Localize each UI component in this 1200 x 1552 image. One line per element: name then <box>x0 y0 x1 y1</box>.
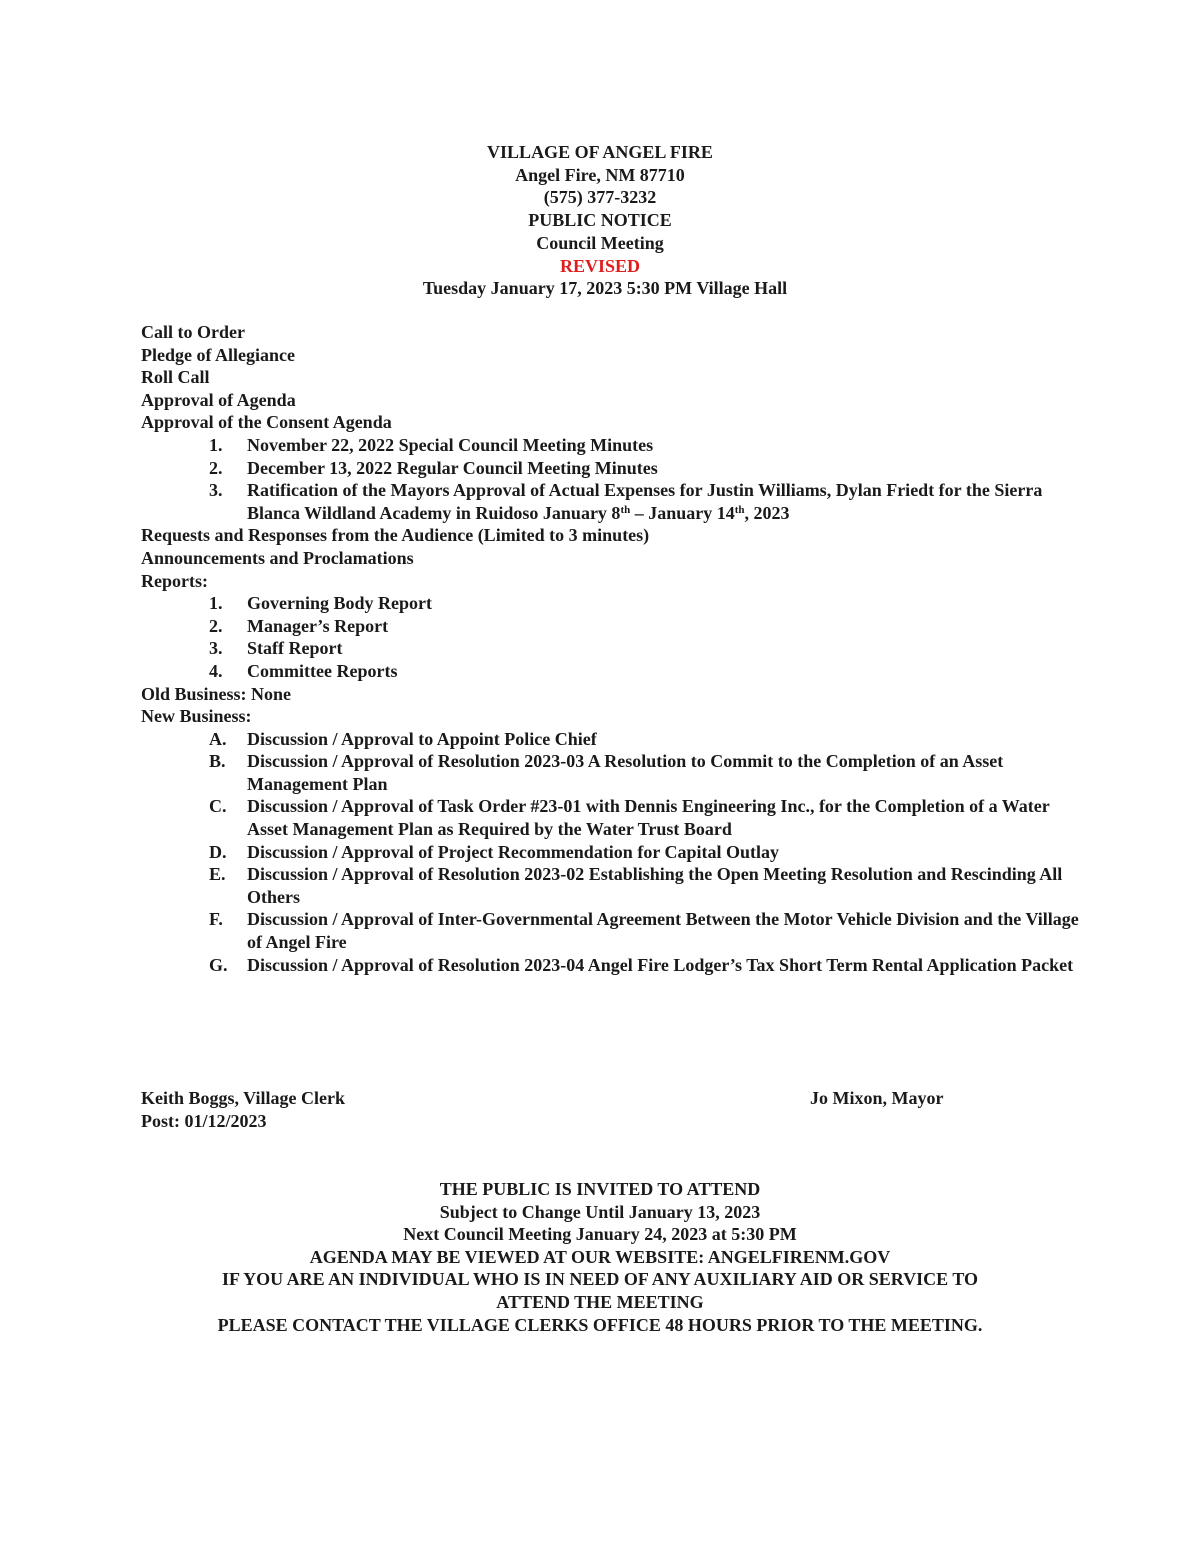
new-business-item <box>141 954 1081 977</box>
item-text: Committee Reports <box>247 660 398 681</box>
item-text: Discussion / Approval of Task Order #23-01 with Dennis Engineering Inc., for the Completion of a Water Asset Management Plan as Required by the Water Trust Board <box>247 796 1050 840</box>
item-marker: F. <box>209 909 223 930</box>
public-invite: THE PUBLIC IS INVITED TO ATTEND <box>439 1179 761 1199</box>
org-phone: (575) 377-3232 <box>543 187 657 208</box>
item-text: Discussion / Approval of Resolution 2023-02 Establishing the Open Meeting Resolution and Rescinding All Others <box>247 864 1063 907</box>
agenda-approval-of-agenda: Approval of Agenda <box>141 389 296 410</box>
notice-footer <box>0 1178 1200 1336</box>
new-business-item <box>141 863 1081 908</box>
report-item <box>141 615 1081 638</box>
item-text: Staff Report <box>247 638 343 659</box>
item-text-part: – January 14 <box>630 502 735 523</box>
item-text: Discussion / Approval of Resolution 2023-04 Angel Fire Lodger’s Tax Short Term Rental Application Packet <box>247 954 1074 975</box>
ordinal-suffix: th <box>620 503 631 516</box>
old-business: Old Business: None <box>141 683 292 704</box>
ordinal-suffix: th <box>734 503 745 516</box>
item-marker: 1. <box>209 593 223 614</box>
meeting-date: Tuesday January 17, 2023 5:30 PM Village Hall <box>422 278 788 299</box>
item-marker: 1. <box>209 434 223 455</box>
report-item <box>141 637 1081 660</box>
item-text: Discussion / Approval of Inter-Governmental Agreement Between the Motor Vehicle Division and the Village of Angel Fire <box>247 909 1079 953</box>
agenda-call-to-order: Call to Order <box>141 322 245 342</box>
item-marker: 4. <box>209 660 223 681</box>
item-marker: C. <box>209 796 227 817</box>
consent-agenda-heading: Approval of the Consent Agenda <box>141 412 392 433</box>
item-text: Governing Body Report <box>247 593 433 614</box>
org-name: VILLAGE OF ANGEL FIRE <box>487 142 713 162</box>
item-marker: 2. <box>209 615 223 636</box>
item-text: Discussion / Approval to Appoint Police Chief <box>247 728 597 749</box>
new-business-item <box>141 841 1081 864</box>
item-marker: G. <box>209 954 228 975</box>
agenda-requests: Requests and Responses from the Audience (Limited to 3 minutes) <box>141 525 650 546</box>
mayor-signature-block <box>810 1087 943 1110</box>
item-text: Discussion / Approval of Project Recommendation for Capital Outlay <box>247 841 779 862</box>
notice-header <box>0 141 1200 300</box>
item-text: Discussion / Approval of Resolution 2023-03 A Resolution to Commit to the Completion of an Asset Management Plan <box>247 751 1004 794</box>
agenda-list <box>141 321 1081 976</box>
reports-heading: Reports: <box>141 570 208 591</box>
item-marker: B. <box>209 751 226 772</box>
item-text <box>247 480 1042 523</box>
next-meeting: Next Council Meeting January 24, 2023 at 5:30 PM <box>403 1224 797 1245</box>
item-text: Manager’s Report <box>247 615 389 636</box>
consent-item <box>141 434 1081 457</box>
item-marker: E. <box>209 864 226 885</box>
agenda-pledge: Pledge of Allegiance <box>141 344 295 365</box>
new-business-item <box>141 750 1081 795</box>
item-marker: 3. <box>209 480 223 501</box>
item-text-part: Ratification of the Mayors Approval of Actual Expenses for Justin Williams, Dylan Friedt for the Sierra Blanca Wildland Academy in Ruidoso January 8 <box>247 480 1043 523</box>
report-item <box>141 660 1081 683</box>
agenda-roll-call: Roll Call <box>141 367 210 388</box>
new-business-item <box>141 728 1081 751</box>
aid-notice-line1: IF YOU ARE AN INDIVIDUAL WHO IS IN NEED OF ANY AUXILIARY AID OR SERVICE TO <box>221 1269 979 1290</box>
clerk-name: Keith Boggs, Village Clerk <box>141 1088 345 1108</box>
contact-notice: PLEASE CONTACT THE VILLAGE CLERKS OFFICE 48 HOURS PRIOR TO THE MEETING. <box>217 1314 983 1335</box>
item-marker: 2. <box>209 457 223 478</box>
website-notice: AGENDA MAY BE VIEWED AT OUR WEBSITE: ANGELFIRENM.GOV <box>309 1246 891 1267</box>
post-date: Post: 01/12/2023 <box>141 1110 267 1131</box>
org-address: Angel Fire, NM 87710 <box>515 164 685 185</box>
consent-item <box>141 479 1081 524</box>
notice-title: PUBLIC NOTICE <box>528 210 672 231</box>
item-marker: A. <box>209 728 227 749</box>
item-marker: D. <box>209 841 227 862</box>
new-business-item <box>141 795 1081 840</box>
agenda-announcements: Announcements and Proclamations <box>141 547 414 568</box>
meeting-type: Council Meeting <box>536 232 664 253</box>
report-item <box>141 592 1081 615</box>
revised-label: REVISED <box>559 255 641 276</box>
mayor-name: Jo Mixon, Mayor <box>810 1088 944 1108</box>
clerk-signature-block <box>141 1087 345 1132</box>
aid-notice-line2: ATTEND THE MEETING <box>496 1291 704 1312</box>
item-marker: 3. <box>209 638 223 659</box>
item-text: November 22, 2022 Special Council Meeting Minutes <box>247 434 654 455</box>
item-text-part: , 2023 <box>744 502 790 523</box>
subject-to-change: Subject to Change Until January 13, 2023 <box>439 1201 761 1222</box>
consent-item <box>141 457 1081 480</box>
new-business-heading: New Business: <box>141 706 252 727</box>
item-text: December 13, 2022 Regular Council Meeting Minutes <box>247 457 658 478</box>
new-business-item <box>141 908 1081 953</box>
